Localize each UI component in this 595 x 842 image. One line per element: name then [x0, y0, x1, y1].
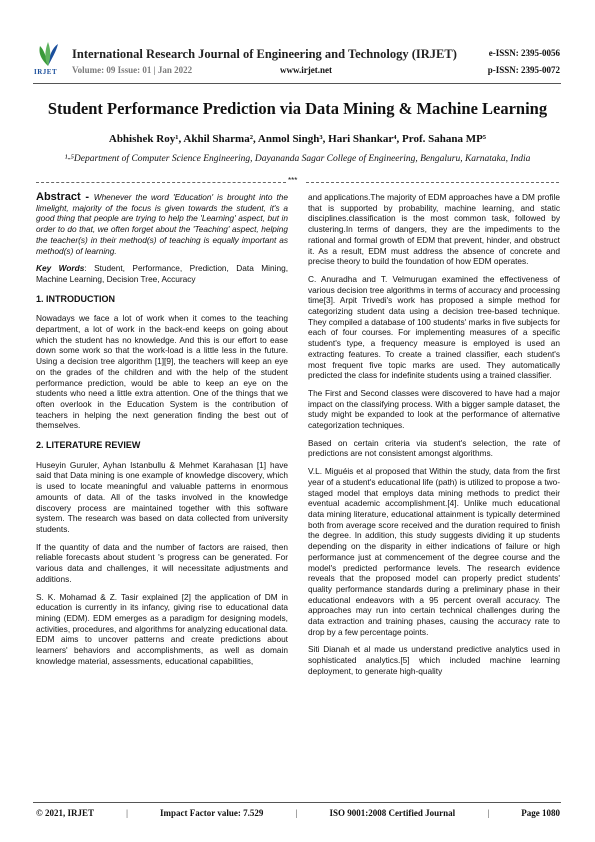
- left-column: [36, 192, 288, 673]
- e-issn: e-ISSN: 2395-0056: [488, 48, 560, 58]
- section-heading-introduction: 1. INTRODUCTION: [36, 293, 116, 304]
- keywords-label: Key Words: [36, 263, 85, 274]
- journal-website: www.irjet.net: [280, 65, 332, 75]
- paragraph: S. K. Mohamad & Z. Tasir explained [2] the application of DM in education is currently in its infancy, giving rise to educational data mining (EDM). EDM emerges as a paradigm for designing models, activities, procedures, and algorithms for analyzing educational data. EDM aims to uncover patterns and create predictions about learners' behaviors and accomplishments, as well as domain knowledge material, assessments, educational capabilities,: [36, 591, 288, 666]
- journal-header: [30, 40, 565, 80]
- keywords: [36, 263, 288, 284]
- footer-divider-bar: |: [487, 808, 490, 818]
- paragraph: Siti Dianah et al made us understand predictive analytics used in sophisticated analytics.[5] which included machine learning deployment, to generate high-quality: [308, 644, 560, 676]
- paragraph: Huseyin Guruler, Ayhan Istanbullu & Mehmet Karahasan [1] have said that Data mining is one example of knowledge discovery, which is used to locate meaningful and valuable patterns in enormous amounts of data. All of the tasks involved in the knowledge discovery process are maintained together with this software system. The research was based on data collected from university students.: [36, 459, 288, 534]
- footer-divider-bar: |: [126, 808, 128, 818]
- abstract-text: Whenever the word 'Education' is brought into the limelight, majority of the focus is given towards the student, it's a good thing that people are trying to help the 'Learning' aspect, but in order to do that, we often forget about the 'Teaching' aspect, helping the teacher(s) in their method(s) of teaching is equally important as method(s) of learning.: [36, 192, 288, 256]
- paragraph: V.L. Miguéis et al proposed that Within the study, data from the first year of a student's educational life (path) is utilized to propose a two-staged model that employs data mining methods to predict their eventual academic accomplishment.[4]. Unlike much educational data mining literature, educational attainment is typically determined both from average score received and the duration required to finish the degree. In addition, this study suggests dividing it up students depending on the disparity in either indications of failure or high performance just at commencement of the degree course and the model's predicted performance levels. The research evidence reveals that the proposed model can properly predict students' quality performance standards during a preliminary phase in their educational endeavors with a 95 percent overall accuracy. The approaches may run into certain technical challenges during the data extraction and training phases, causing the accuracy rate to drop by a few percentage points.: [308, 466, 561, 637]
- keywords-text: : Student, Performance, Prediction, Data Mining, Machine Learning, Decision Tree, Accuracy: [36, 263, 289, 284]
- journal-title: International Research Journal of Engineering and Technology (IRJET): [72, 47, 457, 61]
- header-divider: [33, 83, 561, 84]
- impact-factor: Impact Factor value: 7.529: [160, 808, 264, 818]
- paper-authors: Abhishek Roy¹, Akhil Sharma², Anmol Singh³, Hari Shankar⁴, Prof. Sahana MP⁵: [108, 133, 487, 145]
- paragraph: C. Anuradha and T. Velmurugan examined the effectiveness of various decision tree algorithms in terms of accuracy and processing time[3]. Arpit Trivedi's work has proposed a simple method for categorizing student data using a decision tree-based technique. They compiled a database of 100 students' marks in five subjects for each of four courses. For implementing measures of a specific student's type, a frequency measure is employed is used an extracting features. To create a trained classifier, each student's most frequent five topic marks are used. They automatically predicted the class for indefinite students using a trained classifier.: [308, 273, 560, 381]
- section-separator: [36, 178, 559, 188]
- iso-certification: ISO 9001:2008 Certified Journal: [329, 808, 456, 818]
- paragraph: and applications.The majority of EDM approaches have a DM profile that is supported by probability, machine learning, and static disciplines.classification is the most common task, followed by clustering.In terms of dangers, they are the impediments to the rational and formal growth of EDM that prevent, hinder, and obstruct it. As a result, EDM must address the absence of concrete and precise theory to build the foundation of how EDM operates.: [308, 192, 560, 267]
- footer-divider-bar: |: [295, 808, 298, 818]
- abstract: [36, 192, 288, 256]
- paper-title: Student Performance Prediction via Data Mining & Machine Learning: [47, 99, 548, 118]
- paragraph: The First and Second classes were discovered to have had a major impact on the classifying process. With a bigger sample dataset, the study might be expanded to look at the performance of alternative categorization techniques.: [308, 387, 560, 431]
- volume-issue: Volume: 09 Issue: 01 | Jan 2022: [72, 65, 193, 75]
- paragraph: If the quantity of data and the number of factors are raised, then reliable forecasts about student 's progress can be generated. For various data and challenges, it will necessitate adjustments and additions.: [36, 541, 288, 584]
- section-heading-literature-review: 2. LITERATURE REVIEW: [36, 440, 141, 451]
- page-footer: [36, 808, 560, 818]
- paragraph: Nowadays we face a lot of work when it comes to the teaching department, a lot of work in the back-end keeps on going about which the student has no knowledge. And this is our effort to ease down some work so that the work-load is a little less in the future. Using a decision tree algorithm [1][9], the teachers will keep an eye on the grades of the children and with the help of the student performance prediction, would be able to keep an eye on the students who need a little extra attention. One of the things that we often overlook in the Education System is the contribution of teachers in helping the next generation finding the best out of themselves.: [36, 313, 288, 431]
- abstract-label: Abstract -: [36, 191, 94, 203]
- right-column: [308, 192, 560, 684]
- page-number: Page 1080: [521, 808, 560, 818]
- logo-text: IRJET: [34, 68, 58, 76]
- author-affiliation: ¹-⁵Department of Computer Science Engineering, Dayananda Sagar College of Engineering, Bengaluru, Karnataka, India: [64, 154, 531, 164]
- p-issn: p-ISSN: 2395-0072: [487, 65, 560, 75]
- copyright: © 2021, IRJET: [36, 808, 94, 818]
- separator-stars: ***: [288, 176, 298, 185]
- paragraph: Based on certain criteria via student's selection, the rate of predictions are not consistent amongst algorithms.: [308, 437, 560, 459]
- footer-divider: [33, 802, 561, 803]
